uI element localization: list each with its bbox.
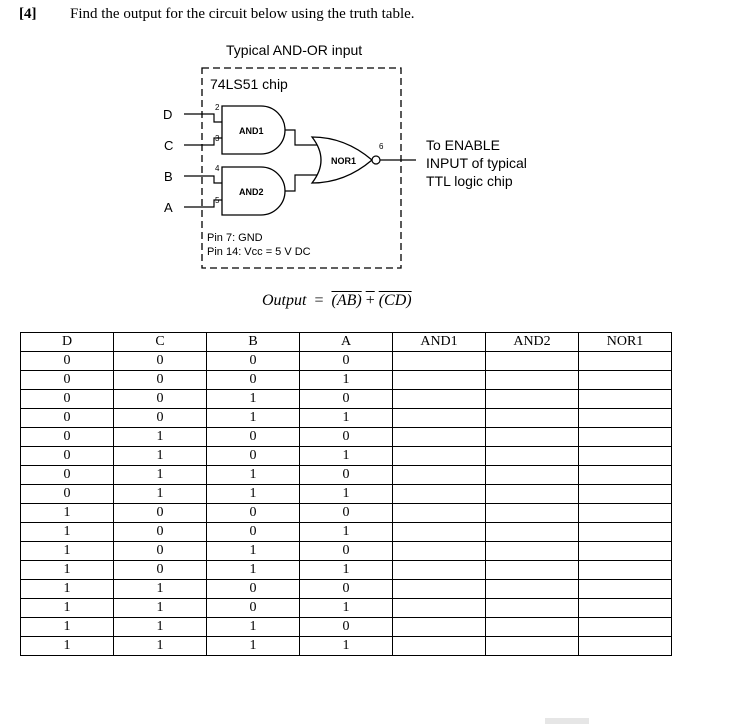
cell-and2[interactable]: [486, 485, 579, 504]
cell-c: 0: [114, 504, 207, 523]
cell-b: 1: [207, 409, 300, 428]
input-label-a: A: [164, 200, 173, 215]
cell-nor1[interactable]: [579, 561, 672, 580]
cell-b: 1: [207, 561, 300, 580]
cell-a: 1: [300, 409, 393, 428]
cell-and1[interactable]: [393, 371, 486, 390]
cell-c: 0: [114, 371, 207, 390]
cell-b: 0: [207, 447, 300, 466]
column-header-c: C: [114, 333, 207, 352]
wire-d: [184, 114, 222, 122]
cell-and2[interactable]: [486, 561, 579, 580]
cell-and2[interactable]: [486, 542, 579, 561]
output-note-line-1: To ENABLE: [426, 137, 500, 153]
cell-nor1[interactable]: [579, 504, 672, 523]
cell-d: 0: [21, 428, 114, 447]
pin-2: 2: [215, 103, 220, 112]
table-row: [21, 428, 672, 447]
formula-term-cd: (CD): [378, 292, 412, 309]
cell-a: 1: [300, 523, 393, 542]
cell-c: 0: [114, 409, 207, 428]
cell-a: 0: [300, 580, 393, 599]
table-row: [21, 523, 672, 542]
cell-nor1[interactable]: [579, 542, 672, 561]
formula-equals: =: [314, 292, 324, 309]
cell-and2[interactable]: [486, 580, 579, 599]
cell-and1[interactable]: [393, 485, 486, 504]
cell-a: 0: [300, 618, 393, 637]
table-row: [21, 637, 672, 656]
cell-and2[interactable]: [486, 637, 579, 656]
cell-and1[interactable]: [393, 504, 486, 523]
cell-nor1[interactable]: [579, 409, 672, 428]
output-note-line-2: INPUT of typical: [426, 155, 527, 171]
formula-plus: +: [365, 292, 375, 309]
cell-d: 0: [21, 371, 114, 390]
cell-and2[interactable]: [486, 466, 579, 485]
table-row: [21, 447, 672, 466]
cell-b: 0: [207, 504, 300, 523]
cell-a: 0: [300, 504, 393, 523]
cell-b: 0: [207, 580, 300, 599]
and2-label: AND2: [239, 187, 264, 197]
cell-and1[interactable]: [393, 409, 486, 428]
table-row: [21, 618, 672, 637]
cell-c: 1: [114, 618, 207, 637]
cell-and1[interactable]: [393, 447, 486, 466]
pin-3: 3: [215, 134, 220, 143]
cell-a: 1: [300, 599, 393, 618]
and1-label: AND1: [239, 126, 264, 136]
column-header-and2: AND2: [486, 333, 579, 352]
cell-c: 1: [114, 485, 207, 504]
pin-note-vcc: Pin 14: Vcc = 5 V DC: [207, 246, 311, 258]
cell-d: 1: [21, 580, 114, 599]
cell-d: 1: [21, 599, 114, 618]
cell-nor1[interactable]: [579, 485, 672, 504]
cell-nor1[interactable]: [579, 618, 672, 637]
cell-b: 0: [207, 352, 300, 371]
cell-b: 1: [207, 542, 300, 561]
cell-nor1[interactable]: [579, 352, 672, 371]
cell-b: 1: [207, 390, 300, 409]
cell-d: 1: [21, 523, 114, 542]
input-label-c: C: [164, 138, 174, 153]
cell-c: 1: [114, 428, 207, 447]
cell-and1[interactable]: [393, 599, 486, 618]
table-row: [21, 352, 672, 371]
cell-b: 1: [207, 618, 300, 637]
cell-a: 1: [300, 637, 393, 656]
cell-b: 1: [207, 466, 300, 485]
output-formula: [262, 292, 412, 310]
chip-label: 74LS51 chip: [210, 76, 288, 92]
cell-nor1[interactable]: [579, 580, 672, 599]
cell-c: 1: [114, 599, 207, 618]
pin-5: 5: [215, 196, 220, 205]
cell-b: 1: [207, 485, 300, 504]
table-row: [21, 580, 672, 599]
cell-nor1[interactable]: [579, 523, 672, 542]
cell-and2[interactable]: [486, 523, 579, 542]
cell-and2[interactable]: [486, 390, 579, 409]
table-row: [21, 599, 672, 618]
cell-c: 0: [114, 523, 207, 542]
cell-b: 1: [207, 637, 300, 656]
cell-b: 0: [207, 428, 300, 447]
cell-and1[interactable]: [393, 352, 486, 371]
cell-nor1[interactable]: [579, 428, 672, 447]
cell-and1[interactable]: [393, 428, 486, 447]
table-row: [21, 504, 672, 523]
cell-a: 1: [300, 485, 393, 504]
question-text: Find the output for the circuit below using the truth table.: [70, 6, 415, 22]
pin-note-gnd: Pin 7: GND: [207, 232, 263, 244]
cell-d: 1: [21, 542, 114, 561]
cell-b: 0: [207, 371, 300, 390]
cell-and1[interactable]: [393, 390, 486, 409]
cell-c: 0: [114, 390, 207, 409]
table-row: [21, 371, 672, 390]
column-header-d: D: [21, 333, 114, 352]
formula-rhs-overline: [331, 292, 411, 309]
wire-b: [184, 176, 222, 183]
diagram-title: Typical AND-OR input: [226, 42, 363, 58]
table-row: [21, 542, 672, 561]
table-row: [21, 485, 672, 504]
cell-and2[interactable]: [486, 371, 579, 390]
cell-d: 0: [21, 352, 114, 371]
pin-4: 4: [215, 164, 220, 173]
cell-a: 0: [300, 390, 393, 409]
cell-a: 0: [300, 542, 393, 561]
cell-nor1[interactable]: [579, 599, 672, 618]
cell-a: 1: [300, 447, 393, 466]
cell-c: 1: [114, 447, 207, 466]
cell-d: 0: [21, 390, 114, 409]
cell-nor1[interactable]: [579, 637, 672, 656]
table-row: [21, 409, 672, 428]
cell-a: 1: [300, 371, 393, 390]
cell-nor1[interactable]: [579, 447, 672, 466]
cell-nor1[interactable]: [579, 466, 672, 485]
formula-lhs: Output: [262, 292, 307, 309]
cell-and1[interactable]: [393, 523, 486, 542]
cell-and1[interactable]: [393, 466, 486, 485]
input-label-b: B: [164, 169, 173, 184]
formula-term-ab: (AB): [331, 292, 362, 309]
column-header-nor1: NOR1: [579, 333, 672, 352]
cell-nor1[interactable]: [579, 371, 672, 390]
circuit-diagram: [0, 0, 735, 290]
cell-c: 0: [114, 352, 207, 371]
cell-and2[interactable]: [486, 428, 579, 447]
cell-d: 0: [21, 409, 114, 428]
table-row: [21, 561, 672, 580]
input-label-d: D: [163, 107, 173, 122]
cell-b: 0: [207, 599, 300, 618]
cell-and1[interactable]: [393, 637, 486, 656]
table-row: [21, 390, 672, 409]
cell-d: 1: [21, 561, 114, 580]
column-header-b: B: [207, 333, 300, 352]
cell-and2[interactable]: [486, 618, 579, 637]
nor1-bubble: [372, 156, 380, 164]
cell-and1[interactable]: [393, 561, 486, 580]
table-row: [21, 466, 672, 485]
question-number: [4]: [19, 6, 37, 22]
cell-a: 1: [300, 561, 393, 580]
cell-and1[interactable]: [393, 542, 486, 561]
cell-b: 0: [207, 523, 300, 542]
scroll-indicator: [545, 718, 589, 724]
cell-and2[interactable]: [486, 409, 579, 428]
column-header-a: A: [300, 333, 393, 352]
cell-d: 1: [21, 504, 114, 523]
cell-and2[interactable]: [486, 504, 579, 523]
truth-table: [20, 332, 672, 656]
cell-and1[interactable]: [393, 580, 486, 599]
pin-6: 6: [379, 142, 384, 151]
cell-c: 1: [114, 466, 207, 485]
cell-d: 0: [21, 485, 114, 504]
nor1-label: NOR1: [331, 156, 357, 166]
cell-and2[interactable]: [486, 447, 579, 466]
cell-nor1[interactable]: [579, 390, 672, 409]
truth-table-header-row: [21, 333, 672, 352]
cell-and2[interactable]: [486, 599, 579, 618]
cell-and2[interactable]: [486, 352, 579, 371]
cell-c: 0: [114, 561, 207, 580]
cell-and1[interactable]: [393, 618, 486, 637]
cell-a: 0: [300, 466, 393, 485]
cell-d: 1: [21, 618, 114, 637]
cell-d: 0: [21, 466, 114, 485]
cell-c: 1: [114, 580, 207, 599]
cell-d: 1: [21, 637, 114, 656]
cell-a: 0: [300, 428, 393, 447]
cell-a: 0: [300, 352, 393, 371]
cell-c: 0: [114, 542, 207, 561]
column-header-and1: AND1: [393, 333, 486, 352]
output-note-line-3: TTL logic chip: [426, 173, 513, 189]
cell-d: 0: [21, 447, 114, 466]
cell-c: 1: [114, 637, 207, 656]
